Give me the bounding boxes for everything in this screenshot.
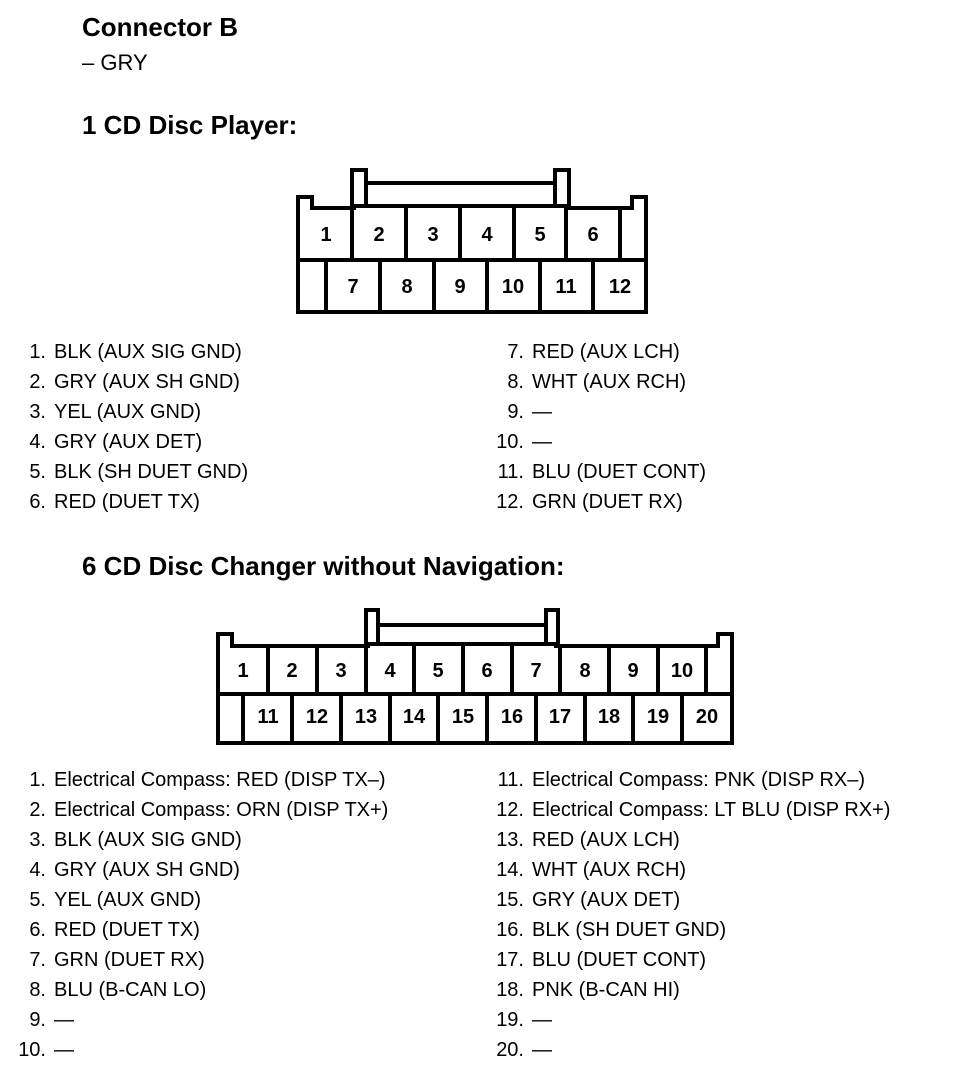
list-item [8,855,388,885]
list-item [486,765,890,795]
pin-number: 10. [18,1039,46,1061]
pin-description: RED (AUX LCH) [532,341,680,363]
pin-label: 7 [530,660,542,682]
pin-description: Electrical Compass: ORN (DISP TX+) [54,799,389,821]
list-item [8,795,388,825]
pin-label: 11 [555,276,577,298]
pin-label: 1 [320,224,332,246]
pin-description: — [532,431,552,453]
pin-number: 13. [496,829,524,851]
pin-label: 18 [597,706,621,728]
pin-number: 12. [496,491,524,513]
pin-number: 7. [29,949,46,971]
pin-list-6cd-right [486,765,890,1065]
pin-description: RED (DUET TX) [54,919,200,941]
pin-description: BLK (AUX SIG GND) [54,341,242,363]
pin-label: 12 [608,276,632,298]
pin-number: 5. [29,889,46,911]
pin-number: 4. [29,859,46,881]
pin-number: 15. [496,889,524,911]
pin-number: 1. [29,769,46,791]
pin-label: 8 [401,276,413,298]
list-item [486,945,890,975]
pin-number: 8. [507,371,524,393]
list-item [486,1005,890,1035]
pin-description: GRN (DUET RX) [532,491,683,513]
pin-label: 7 [347,276,359,298]
pin-label: 10 [670,660,694,682]
pin-description: RED (AUX LCH) [532,829,680,851]
pin-description: BLK (SH DUET GND) [54,461,249,483]
list-item [8,915,388,945]
pin-label: 4 [384,660,396,682]
pin-label: 9 [454,276,466,298]
pin-label: 10 [501,276,525,298]
pin-description: GRY (AUX SH GND) [54,371,240,393]
pin-description: — [54,1009,74,1031]
pin-label: 5 [432,660,444,682]
pin-label: 6 [481,660,493,682]
pin-description: BLU (DUET CONT) [532,949,707,971]
connector-color: – GRY [82,50,148,75]
pin-description: — [532,1009,552,1031]
list-item [8,945,388,975]
pin-description: — [532,401,552,423]
pin-number: 3. [29,829,46,851]
pin-label: 11 [257,706,279,728]
pin-label: 15 [451,706,475,728]
pin-label: 5 [534,224,546,246]
list-item [8,1035,388,1065]
list-item [8,825,388,855]
pin-number: 9. [507,401,524,423]
pin-description: BLU (B-CAN LO) [54,979,207,1001]
pin-number: 5. [29,461,46,483]
pin-number: 6. [29,491,46,513]
pin-label: 8 [579,660,591,682]
pin-label: 3 [335,660,347,682]
list-item [486,885,890,915]
pin-description: BLK (AUX SIG GND) [54,829,242,851]
pin-description: GRY (AUX SH GND) [54,859,240,881]
pin-description: — [54,1039,74,1061]
pin-number: 6. [29,919,46,941]
pin-number: 11. [497,461,524,483]
pin-label: 16 [500,706,524,728]
pin-label: 6 [587,224,599,246]
pin-label: 19 [646,706,670,728]
pin-label: 2 [286,660,298,682]
pin-label: 13 [354,706,378,728]
section-title-1cd: 1 CD Disc Player: [82,110,298,140]
pin-label: 4 [481,224,493,246]
pin-number: 11. [497,769,524,791]
pin-description: BLU (DUET CONT) [532,461,707,483]
list-item [8,885,388,915]
pin-number: 20. [496,1039,524,1061]
pin-label: 12 [305,706,329,728]
pin-description: WHT (AUX RCH) [532,371,687,393]
pin-description: Electrical Compass: LT BLU (DISP RX+) [532,799,891,821]
pin-number: 2. [29,371,46,393]
pin-description: BLK (SH DUET GND) [532,919,727,941]
pin-number: 19. [496,1009,524,1031]
list-item [8,765,388,795]
pin-number: 3. [29,401,46,423]
pin-label: 17 [548,706,572,728]
pin-number: 14. [496,859,524,881]
pin-label: 20 [695,706,719,728]
pin-number: 17. [496,949,524,971]
pin-number: 8. [29,979,46,1001]
pin-label: 2 [373,224,385,246]
pin-description: GRN (DUET RX) [54,949,205,971]
pin-number: 9. [29,1009,46,1031]
pin-description: Electrical Compass: RED (DISP TX–) [54,769,386,791]
list-item [486,1035,890,1065]
pin-label: 1 [237,660,249,682]
list-item [486,975,890,1005]
pin-number: 1. [29,341,46,363]
pin-description: RED (DUET TX) [54,491,200,513]
list-item [8,1005,388,1035]
section-title-6cd: 6 CD Disc Changer without Navigation: [82,551,565,581]
list-item [486,915,890,945]
pin-description: YEL (AUX GND) [54,889,202,911]
list-item [486,825,890,855]
connector-title: Connector B [82,12,238,42]
pin-number: 2. [29,799,46,821]
pin-number: 10. [496,431,524,453]
pin-number: 12. [496,799,524,821]
pin-description: Electrical Compass: PNK (DISP RX–) [532,769,866,791]
pin-description: — [532,1039,552,1061]
pin-label: 9 [627,660,639,682]
pin-description: YEL (AUX GND) [54,401,202,423]
pin-description: WHT (AUX RCH) [532,859,687,881]
pin-number: 4. [29,431,46,453]
list-item [486,855,890,885]
pin-description: PNK (B-CAN HI) [532,979,680,1001]
pin-number: 16. [496,919,524,941]
pin-label: 14 [402,706,426,728]
list-item [8,975,388,1005]
pin-list-6cd-left [8,765,388,1065]
pin-number: 7. [507,341,524,363]
pin-description: GRY (AUX DET) [532,889,681,911]
list-item [486,795,890,825]
pin-number: 18. [496,979,524,1001]
pin-description: GRY (AUX DET) [54,431,203,453]
pin-label: 3 [427,224,439,246]
